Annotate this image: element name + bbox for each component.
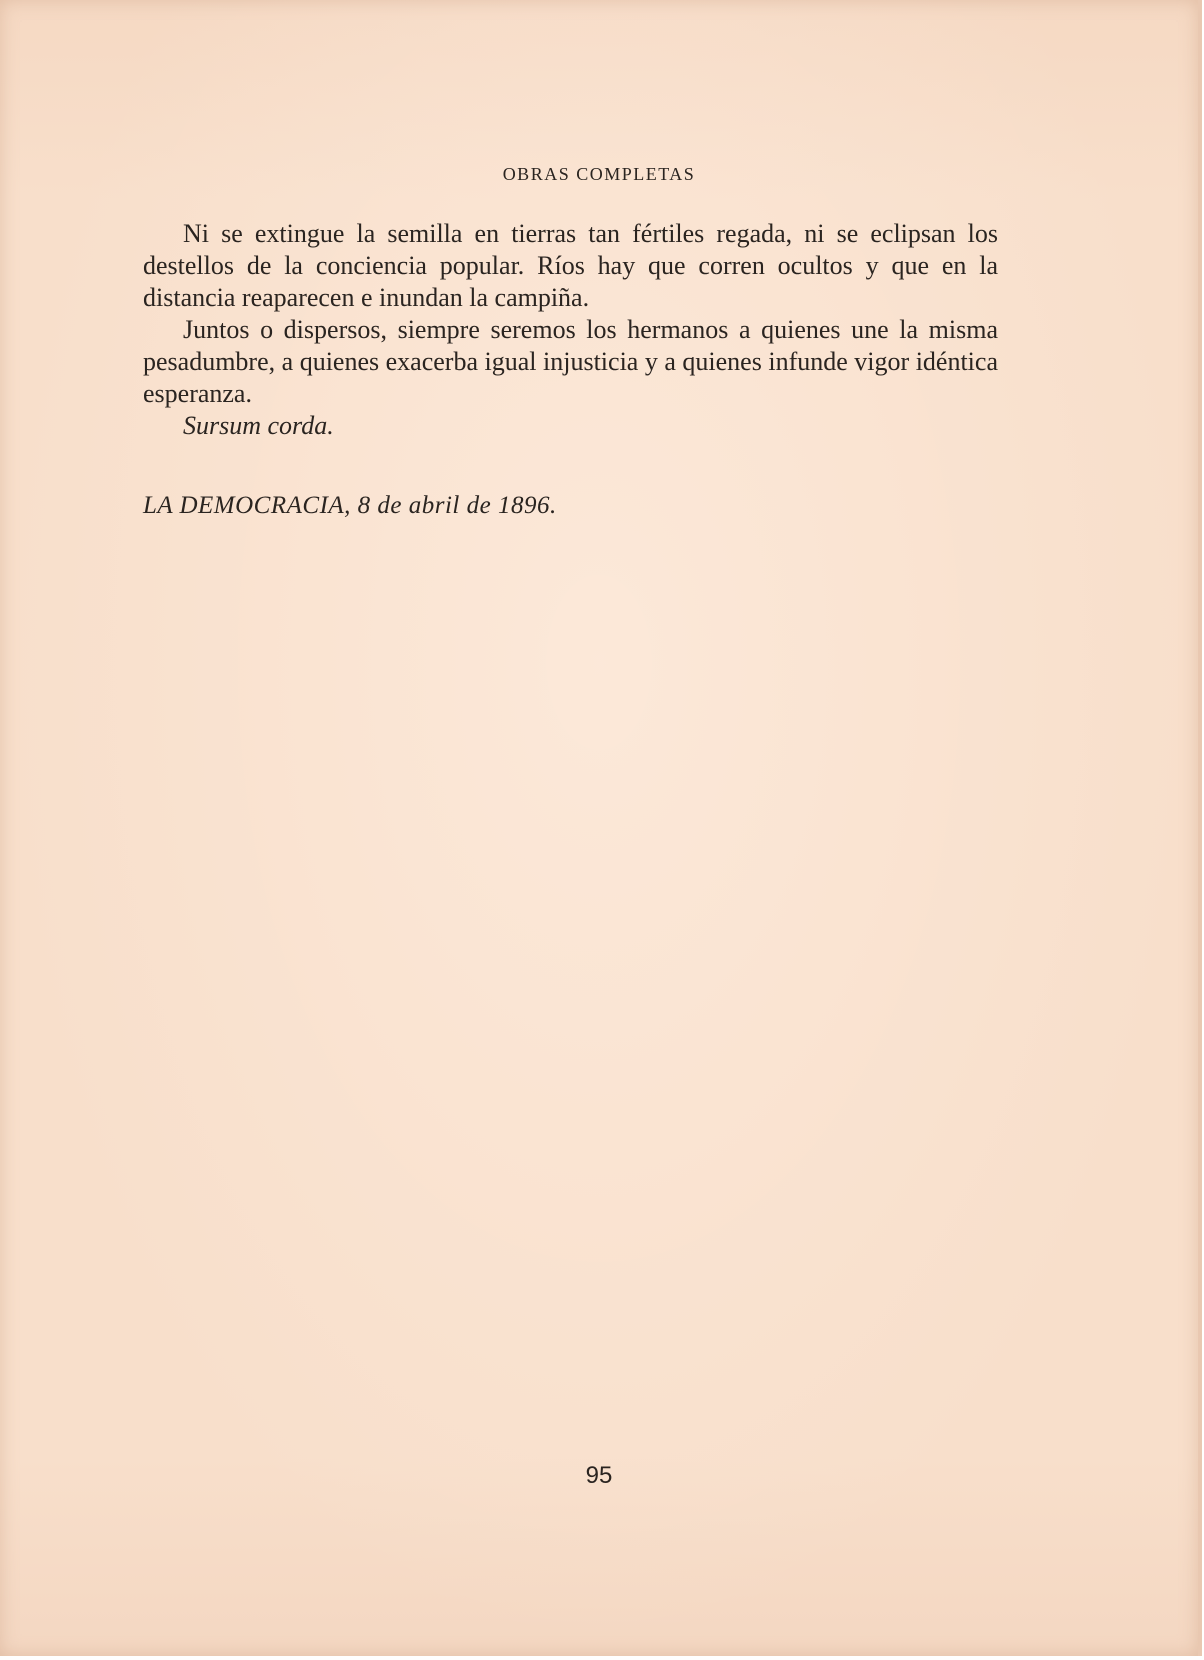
source-citation: LA DEMOCRACIA, 8 de abril de 1896. [143,492,557,519]
paragraph-2: Juntos o dispersos, siempre seremos los hermanos a quienes une la misma pesadumbre, a quienes exacerba igual injusticia y a quienes infunde vigor idéntica esperanza. [143,315,998,408]
paragraph-1: Ni se extingue la semilla en tierras tan fértiles regada, ni se eclipsan los destellos de la conciencia popular. Ríos hay que corren ocultos y que en la distancia reaparecen e inundan la campiña. [143,219,998,312]
running-head: OBRAS COMPLETAS [502,164,696,184]
page-number: 95 [585,1462,613,1489]
body-text [143,218,998,442]
closing-phrase: Sursum corda. [183,411,334,440]
